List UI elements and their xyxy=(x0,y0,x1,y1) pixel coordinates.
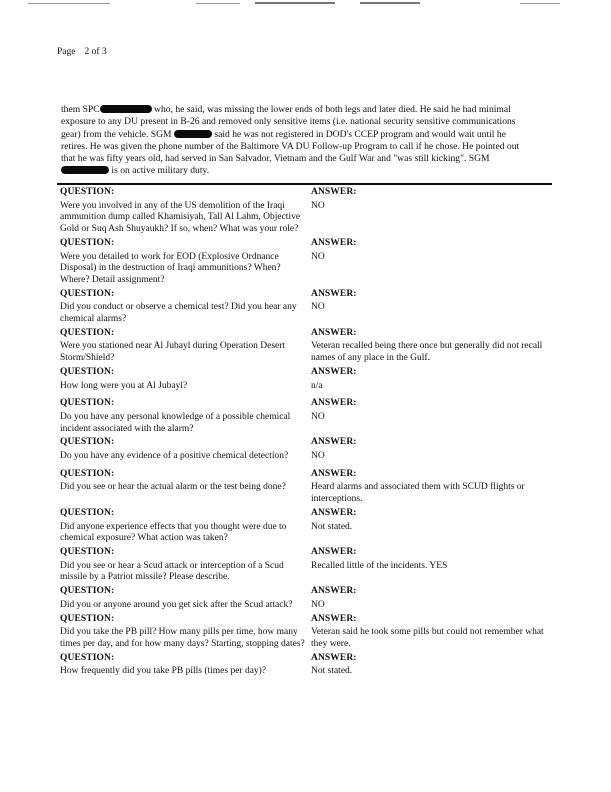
page-label: Page xyxy=(57,47,76,57)
qa-row xyxy=(60,412,550,435)
question-label: QUESTION: xyxy=(60,327,115,338)
qa-header-row xyxy=(60,437,550,449)
scan-line xyxy=(196,3,240,4)
question-text: Did you conduct or observe a chemical test? Did you hear any chemical alarms? xyxy=(60,302,297,325)
qa-header-row xyxy=(60,187,550,199)
question-label: QUESTION: xyxy=(60,398,115,409)
qa-row xyxy=(60,666,550,678)
qa-row xyxy=(60,522,550,545)
answer-label: ANSWER: xyxy=(311,398,357,409)
answer-label: ANSWER: xyxy=(311,546,357,557)
question-label: QUESTION: xyxy=(60,237,115,248)
qa-row xyxy=(60,302,550,325)
question-text: Did you see or hear a Scud attack or interception of a Scud missile by a Patriot missile? Please describe. xyxy=(60,560,284,583)
question-text: Did you or anyone around you get sick after the Scud attack? xyxy=(60,599,293,610)
question-label: QUESTION: xyxy=(60,546,115,557)
question-text: Did you take the PB pill? How many pills per time, how many times per day, and for how many days? Starting, stopping dates? xyxy=(60,627,305,649)
qa-header-row xyxy=(60,367,550,379)
answer-label: ANSWER: xyxy=(311,288,357,299)
intro-text: is on active military duty. xyxy=(109,165,210,177)
answer-label: ANSWER: xyxy=(311,613,357,624)
question-text: Do you have any personal knowledge of a possible chemical incident associated with the alarm? xyxy=(60,411,291,434)
question-text: Were you detailed to work for EOD (Explosive Ordnance Disposal) in the destruction of Iraqi ammunitions? When? Where? Detail assignment? xyxy=(60,251,281,285)
answer-text: Heard alarms and associated them with SCUD flights or interceptions. xyxy=(311,482,525,505)
answer-label: ANSWER: xyxy=(311,586,357,597)
answer-text: NO xyxy=(311,251,325,262)
qa-header-row xyxy=(60,653,550,665)
qa-header-row xyxy=(60,238,550,250)
intro-text: said he was not registered in DOD's CCEP program and would wait until he retires. He was given the phone number of the Baltimore VA DU Follow-up Program to call if he chose. He pointed out that he was fifty years old, had served in San Salvador, Vietnam and the Gulf War and "was still kicking". SGM xyxy=(61,128,520,165)
answer-text: Not stated. xyxy=(311,521,353,532)
answer-text: NO xyxy=(311,411,325,422)
qa-header-row xyxy=(60,547,550,559)
qa-row xyxy=(60,252,550,287)
qa-row xyxy=(60,482,550,505)
question-label: QUESTION: xyxy=(60,437,115,448)
answer-text: n/a xyxy=(311,380,323,391)
answer-label: ANSWER: xyxy=(311,237,357,248)
question-text: Were you stationed near Al Jubayl during Operation Desert Storm/Shield? xyxy=(60,341,286,364)
qa-header-row xyxy=(60,328,550,340)
answer-label: ANSWER: xyxy=(311,366,357,377)
qa-row xyxy=(60,627,550,650)
intro-paragraph xyxy=(61,104,531,178)
question-text: Were you involved in any of the US demolition of the Iraqi ammunition dump called Khamisiyah, Tall Al Lahm, Objective Gold or Suq Ash Shuyaukh? If so, when? What was your role? xyxy=(60,200,301,235)
qa-table xyxy=(60,187,550,678)
qa-row xyxy=(60,201,550,236)
answer-text: NO xyxy=(311,200,325,211)
answer-text: NO xyxy=(311,302,325,313)
scan-line xyxy=(360,2,420,4)
question-text: Do you have any evidence of a positive chemical detection? xyxy=(60,451,289,462)
scan-line xyxy=(28,3,110,4)
qa-row xyxy=(60,451,550,463)
question-text: How frequently did you take PB pills (times per day)? xyxy=(60,666,267,677)
redaction-mark xyxy=(174,130,212,138)
scan-line xyxy=(520,3,560,4)
qa-row xyxy=(60,600,550,612)
redaction-mark xyxy=(100,105,152,113)
question-label: QUESTION: xyxy=(60,366,115,377)
qa-header-row xyxy=(60,614,550,626)
question-label: QUESTION: xyxy=(60,468,115,479)
redaction-mark xyxy=(61,166,109,174)
page-count: 2 of 3 xyxy=(84,47,107,57)
qa-header-row xyxy=(60,289,550,301)
question-text: How long were you at Al Jubayl? xyxy=(60,380,188,391)
answer-label: ANSWER: xyxy=(311,187,357,197)
answer-label: ANSWER: xyxy=(311,507,357,518)
qa-row xyxy=(60,381,550,393)
answer-label: ANSWER: xyxy=(311,468,357,479)
section-divider xyxy=(57,183,552,185)
answer-label: ANSWER: xyxy=(311,652,357,663)
answer-text: NO xyxy=(311,451,325,462)
qa-row xyxy=(60,341,550,364)
qa-header-row xyxy=(60,586,550,598)
question-label: QUESTION: xyxy=(60,586,115,597)
answer-text: NO xyxy=(311,599,325,610)
question-text: Did anyone experience effects that you thought were due to chemical exposure? What action was taken? xyxy=(60,521,287,544)
answer-text: Veteran recalled being there once but generally did not recall names of any place in the Gulf. xyxy=(311,341,543,364)
answer-text: Veteran said he took some pills but could not remember what they were. xyxy=(311,627,544,649)
question-label: QUESTION: xyxy=(60,187,115,197)
answer-label: ANSWER: xyxy=(311,327,357,338)
qa-header-row xyxy=(60,398,550,410)
qa-header-row xyxy=(60,508,550,520)
answer-text: Not stated. xyxy=(311,666,353,677)
answer-label: ANSWER: xyxy=(311,437,357,448)
question-label: QUESTION: xyxy=(60,288,115,299)
question-label: QUESTION: xyxy=(60,613,115,624)
intro-text: who, he said, was missing the lower ends of both legs and later died. He said he had minimal exposure to any DU present in B-26 and removed only sensitive items (i.e. national security sensitive communications gear) from the vehicle. SGM xyxy=(61,104,516,140)
question-text: Did you see or hear the actual alarm or the test being done? xyxy=(60,482,286,493)
qa-header-row xyxy=(60,469,550,481)
question-label: QUESTION: xyxy=(60,652,115,663)
intro-text: them SPC xyxy=(61,104,100,115)
question-label: QUESTION: xyxy=(60,507,115,518)
qa-row xyxy=(60,561,550,584)
scan-line xyxy=(255,2,335,4)
answer-text: Recalled little of the incidents. YES xyxy=(311,560,448,571)
page-number xyxy=(57,47,116,57)
